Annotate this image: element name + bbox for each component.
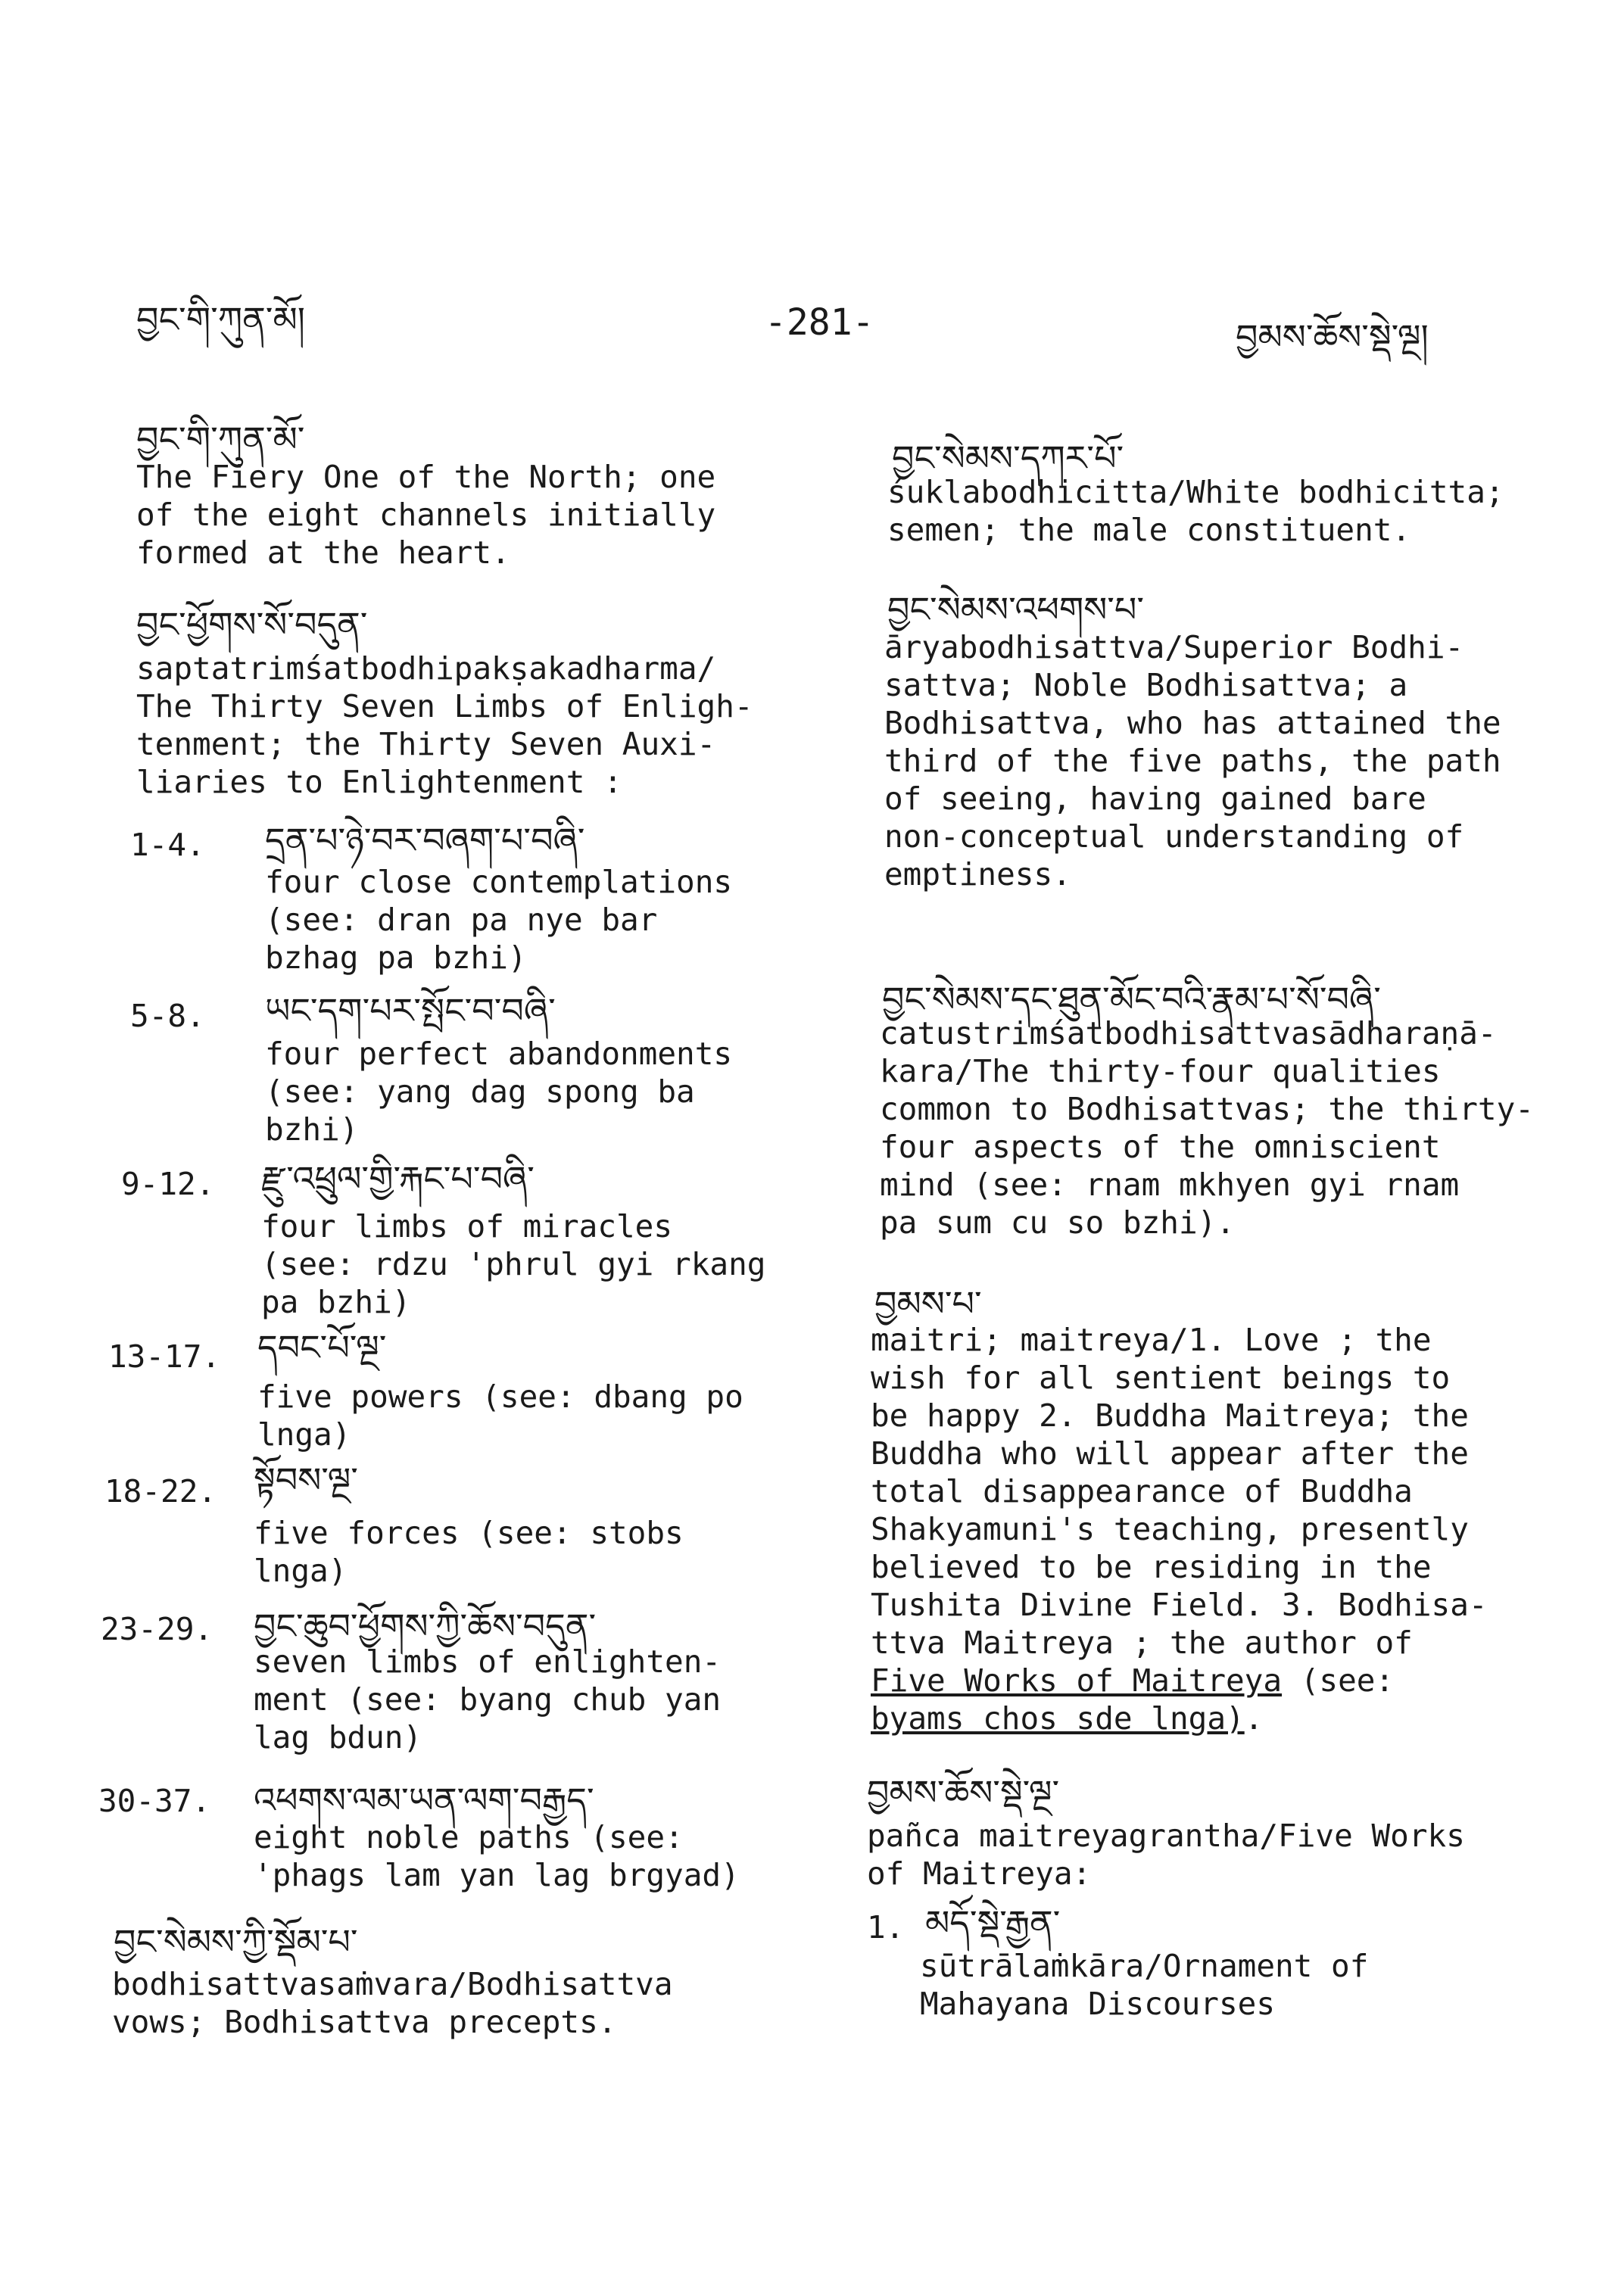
item-number: 1-4. [130,827,205,863]
entry-definition: āryabodhisattva/Superior Bodhi- sattva; Noble Bodhisattva; a Bodhisattva, who has attained the third of the five paths, the path of seeing, having gained bare non-conceptual understanding of emptiness. [884,629,1501,893]
item-text: four limbs of miracles (see: rdzu 'phrul gyi rkang pa bzhi) [261,1208,766,1320]
item-number: 1. [867,1909,905,1946]
entry-headword-tibetan: བྱང་སེམས་ཀྱི་སྡོམ་པ་ [114,1921,358,1962]
entry-definition: saptatrimśatbodhipakṣakadharma/ The Thirty Seven Limbs of Enligh- tenment; the Thirty Seven Auxi- liaries to Enlightenment : [136,650,753,800]
item-number: 9-12. [121,1166,215,1202]
header-right-tibetan: བྱམས་ཆོས་སྡེ་ལྔ། [1236,316,1429,357]
entry-headword-tibetan: བྱང་སེམས་དཀར་པོ་ [892,438,1124,478]
item-number: 18-22. [104,1473,217,1509]
item-number: 23-29. [101,1611,214,1647]
entry-definition: pañca maitreyagrantha/Five Works of Maitreya: [867,1818,1465,1892]
entry-headword-tibetan: བྱམས་པ་ [874,1283,982,1324]
item-text: seven limbs of enlighten- ment (see: byang chub yan lag bdun) [254,1643,722,1756]
page-number: -281- [765,301,874,344]
entry-definition: śuklabodhicitta/White bodhicitta; semen; the male constituent. [887,474,1504,548]
item-text: five forces (see: stobs lnga) [254,1515,684,1589]
entry-definition: maitri; maitreya/1. Love ; the wish for all sentient beings to be happy 2. Buddha Maitreya; the Buddha who will appear after the total disappearance of Buddha Shakyamuni's teaching, presently believed to be residing in the Tushita Divine Field. 3. Bodhisa- ttva Maitreya ; the author of Five Works of Maitreya (see: byams chos sde lnga). [871,1322,1488,1737]
cross-reference: byams chos sde lnga) [871,1700,1245,1737]
item-text: four perfect abandonments (see: yang dag spong ba bzhi) [265,1036,733,1148]
item-number: 30-37. [98,1783,211,1819]
entry-headword-tibetan: བྱང་སེམས་དང་ཐུན་མོང་བའི་རྣམ་པ་སོ་བཞི་ [882,979,1381,1020]
header-left-tibetan: བྱང་གི་ཀུན་མོ། [136,299,305,340]
item-tibetan: འཕགས་ལམ་ཡན་ལག་བརྒྱད་ [254,1780,594,1821]
item-tibetan: ཡང་དག་པར་སྤོང་བ་བཞི་ [265,990,556,1031]
item-text: eight noble paths (see: 'phags lam yan lag brgyad) [254,1819,740,1893]
item-number: 13-17. [108,1338,221,1375]
entry-definition: The Fiery One of the North; one of the eight channels initially formed at the heart. [136,459,716,571]
item-tibetan: དྲན་པ་ཉེ་བར་བཞག་པ་བཞི་ [265,820,585,861]
entry-definition: bodhisattvasaṁvara/Bodhisattva vows; Bodhisattva precepts. [112,1966,673,2040]
entry-headword-tibetan: བྱམས་ཆོས་སྡེ་ལྔ་ [867,1772,1060,1813]
item-tibetan: རྫུ་འཕྲུལ་གྱི་རྐང་པ་བཞི་ [261,1158,535,1199]
item-text: five powers (see: dbang po lnga) [257,1379,743,1453]
item-tibetan: བྱང་ཆུབ་ཕྱོགས་ཀྱི་ཆོས་བདུན་ [254,1606,597,1647]
item-number: 5-8. [130,998,205,1034]
book-title-link: Five Works of Maitreya [871,1662,1283,1699]
entry-definition: catustrimśatbodhisattvasādharaṇā- kara/The thirty-four qualities common to Bodhisattvas; the thirty- four aspects of the omniscient mind (see: rnam mkhyen gyi rnam pa sum cu so bzhi). [880,1015,1534,1241]
item-tibetan: མདོ་སྡེ་རྒྱན་ [925,1902,1061,1943]
item-text: four close contemplations (see: dran pa nye bar bzhag pa bzhi) [265,864,733,976]
item-tibetan: དབང་པོ་ལྔ་ [257,1327,387,1368]
item-text: sūtrālaṁkāra/Ornament of Mahayana Discourses [920,1948,1369,2022]
item-tibetan: སྟོབས་ལྔ་ [254,1460,358,1500]
entry-headword-tibetan: བྱང་ཕྱོགས་སོ་བདུན་ [136,604,368,645]
entry-headword-tibetan: བྱང་གི་ཀུན་མོ་ [136,419,305,460]
entry-headword-tibetan: བྱང་སེམས་འཕགས་པ་ [887,589,1145,630]
